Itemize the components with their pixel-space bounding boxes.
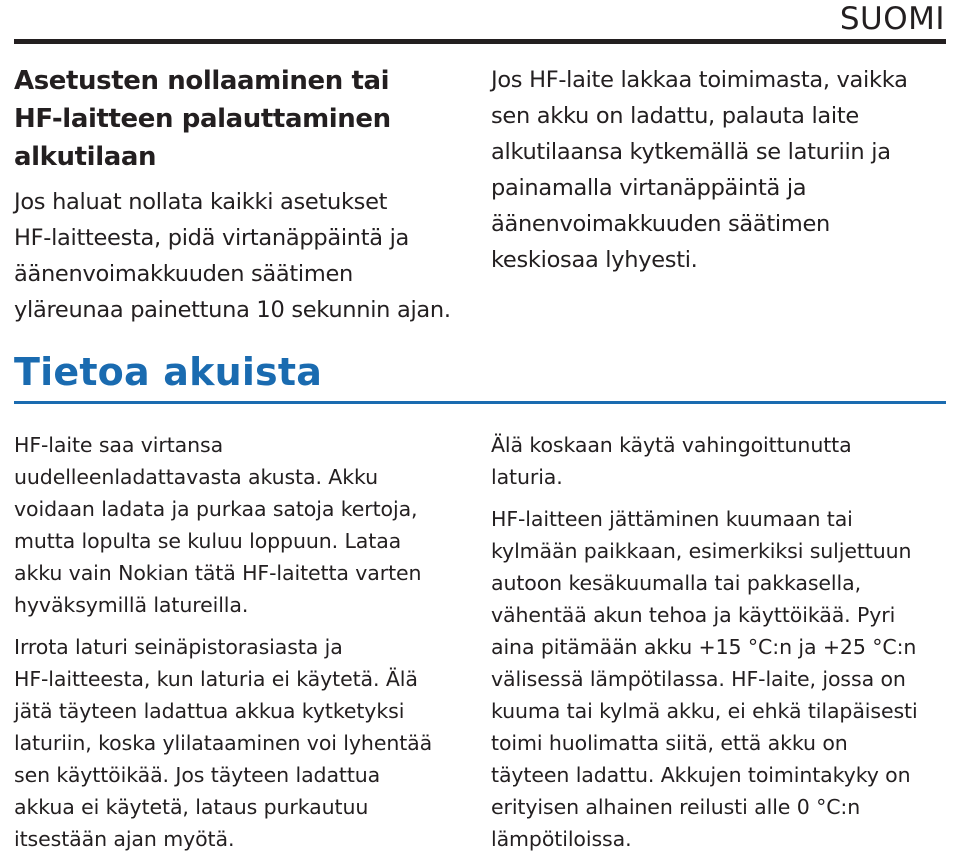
text-line: laturiin, koska ylilataaminen voi lyhentää: [14, 731, 433, 755]
language-label: SUOMI: [839, 1, 945, 37]
text-line: HF-laite saa virtansa: [14, 433, 224, 457]
text-line: uudelleenladattavasta akusta. Akku: [14, 465, 379, 489]
reset-heading-line: alkutilaan: [14, 142, 157, 172]
text-line: HF-laitteesta, kun laturia ei käytetä. Älä: [14, 667, 418, 691]
battery-paragraph-2: [14, 631, 464, 855]
text-line: kylmään paikkaan, esimerkiksi suljettuun: [491, 539, 912, 563]
text-line: äänenvoimakkuuden säätimen: [14, 261, 353, 287]
text-line: vähentää akun tehoa ja käyttöikää. Pyri: [491, 603, 896, 627]
text-line: painamalla virtanäppäintä ja: [491, 175, 807, 201]
text-line: autoon kesäkuumalla tai pakkasella,: [491, 571, 862, 595]
text-line: sen akku on ladattu, palauta laite: [491, 103, 859, 129]
paragraph-gap: [14, 621, 464, 631]
top-divider: [14, 39, 946, 44]
battery-paragraph-3: [491, 429, 949, 493]
battery-paragraph-4: [491, 503, 949, 855]
text-line: aina pitämään akku +15 °C:n ja +25 °C:n: [491, 635, 917, 659]
reset-paragraph-right: [491, 62, 949, 278]
text-line: yläreunaa painettuna 10 sekunnin ajan.: [14, 297, 451, 323]
text-line: täyteen ladattu. Akkujen toimintakyky on: [491, 763, 911, 787]
text-line: jätä täyteen ladattua akkua kytketyksi: [14, 699, 405, 723]
text-line: hyväksymillä latureilla.: [14, 593, 249, 617]
text-line: välisessä lämpötilassa. HF-laite, jossa on: [491, 667, 906, 691]
battery-paragraph-1: [14, 429, 464, 621]
text-line: kuuma tai kylmä akku, ei ehkä tilapäisesti: [491, 699, 918, 723]
text-line: HF-laitteen jättäminen kuumaan tai: [491, 507, 853, 531]
text-line: Älä koskaan käytä vahingoittunutta: [491, 433, 852, 457]
battery-section-left: [14, 429, 464, 855]
text-line: mutta lopulta se kuluu loppuun. Lataa: [14, 529, 402, 553]
text-line: äänenvoimakkuuden säätimen: [491, 211, 830, 237]
text-line: laturia.: [491, 465, 563, 489]
text-line: Jos HF-laite lakkaa toimimasta, vaikka: [491, 67, 908, 93]
text-line: erityisen alhainen reilusti alle 0 °C:n: [491, 795, 861, 819]
text-line: Jos haluat nollata kaikki asetukset: [14, 189, 388, 215]
text-line: voidaan ladata ja purkaa satoja kertoja,: [14, 497, 418, 521]
text-line: akkua ei käytetä, lataus purkautuu: [14, 795, 369, 819]
text-line: sen käyttöikää. Jos täyteen ladattua: [14, 763, 381, 787]
paragraph-gap: [491, 493, 949, 503]
reset-heading-line: HF-laitteen palauttaminen: [14, 104, 391, 134]
text-line: toimi huolimatta siitä, että akku on: [491, 731, 848, 755]
reset-heading: [14, 62, 464, 176]
battery-section-title: Tietoa akuista: [14, 350, 323, 394]
text-line: keskiosaa lyhyesti.: [491, 247, 698, 273]
reset-section-left: [14, 62, 464, 328]
text-line: lämpötiloissa.: [491, 827, 632, 851]
reset-section-right: [491, 62, 949, 278]
text-line: Irrota laturi seinäpistorasiasta ja: [14, 635, 343, 659]
battery-section-right: [491, 429, 949, 855]
reset-paragraph-left: [14, 184, 464, 328]
text-line: akku vain Nokian tätä HF-laitetta varten: [14, 561, 422, 585]
reset-heading-line: Asetusten nollaaminen tai: [14, 66, 390, 96]
text-line: itsestään ajan myötä.: [14, 827, 235, 851]
text-line: alkutilaansa kytkemällä se laturiin ja: [491, 139, 891, 165]
section-divider: [14, 401, 946, 404]
text-line: HF-laitteesta, pidä virtanäppäintä ja: [14, 225, 410, 251]
